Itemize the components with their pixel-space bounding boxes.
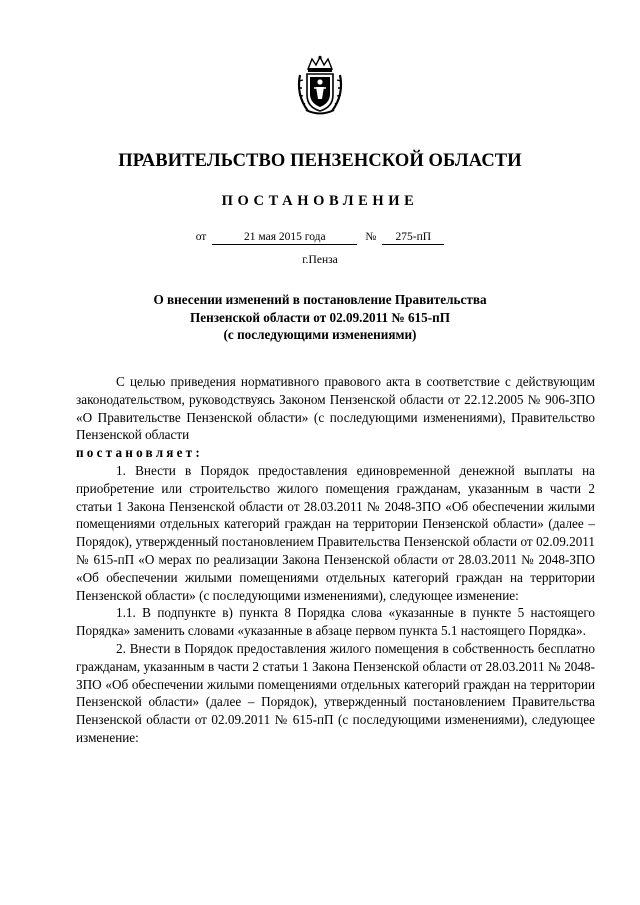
decree-word: постановляет: <box>76 445 203 461</box>
item-1-1-paragraph: 1.1. В подпункте в) пункта 8 Порядка слова «указанные в пункте 5 настоящего Порядка» заменить словами «указанные в абзаце первом пункта 5.1 настоящего Порядка». <box>76 605 595 639</box>
intro-paragraph: С целью приведения нормативного правового акта в соответствие с действующим законодательством, руководствуясь Законом Пензенской области от 22.12.2005 № 906-ЗПО «О Правительстве Пензенской области» (с последующими изменениями), Правительство Пензенской области <box>76 374 595 443</box>
organization-name: ПРАВИТЕЛЬСТВО ПЕНЗЕНСКОЙ ОБЛАСТИ <box>118 151 522 171</box>
document-date-line <box>0 231 640 245</box>
document-date: 21 мая 2015 года <box>212 231 357 245</box>
document-subject <box>120 291 520 344</box>
item-1-paragraph: 1. Внести в Порядок предоставления единовременной денежной выплаты на приобретение или строительство жилого помещения гражданам, указанным в части 2 статьи 1 Закона Пензенской области от 28.03.2011 № 2048-ЗПО «Об обеспечении жилыми помещениями отдельных категорий граждан на территории Пензенской области» (далее – Порядок), утвержденный постановлением Правительства Пензенской области от 02.09.2011 № 615-пП «О мерах по реализации Закона Пензенской области от 28.03.2011 № 2048-ЗПО «Об обеспечении жилыми помещениями отдельных категорий граждан на территории Пензенской области» (с последующими изменениями), следующее изменение: <box>76 462 595 603</box>
date-prefix: от <box>195 231 207 243</box>
decree-paragraph <box>76 444 595 462</box>
subject-line-1: О внесении изменений в постановление Правительства <box>153 292 487 307</box>
document-number: 275-пП <box>382 231 444 245</box>
number-prefix: № <box>365 231 377 243</box>
document-city: г.Пенза <box>302 254 338 266</box>
document-body <box>76 373 595 747</box>
item-2-paragraph: 2. Внести в Порядок предоставления жилого помещения в собственность бесплатно гражданам, указанным в части 2 статьи 1 Закона Пензенской области от 28.03.2011 № 2048-ЗПО «Об обеспечении жилыми помещениями отдельных категорий граждан на территории Пензенской области» (далее – Порядок), утвержденный постановлением Правительства Пензенской области от 02.09.2011 № 615-пП (с последующими изменениями), следующее изменение: <box>76 640 595 745</box>
coat-of-arms-icon <box>294 55 346 117</box>
subject-line-2: Пензенской области от 02.09.2011 № 615-пП <box>190 309 450 325</box>
subject-line-3: (с последующими изменениями) <box>223 327 417 342</box>
document-type: ПОСТАНОВЛЕНИЕ <box>221 193 419 209</box>
